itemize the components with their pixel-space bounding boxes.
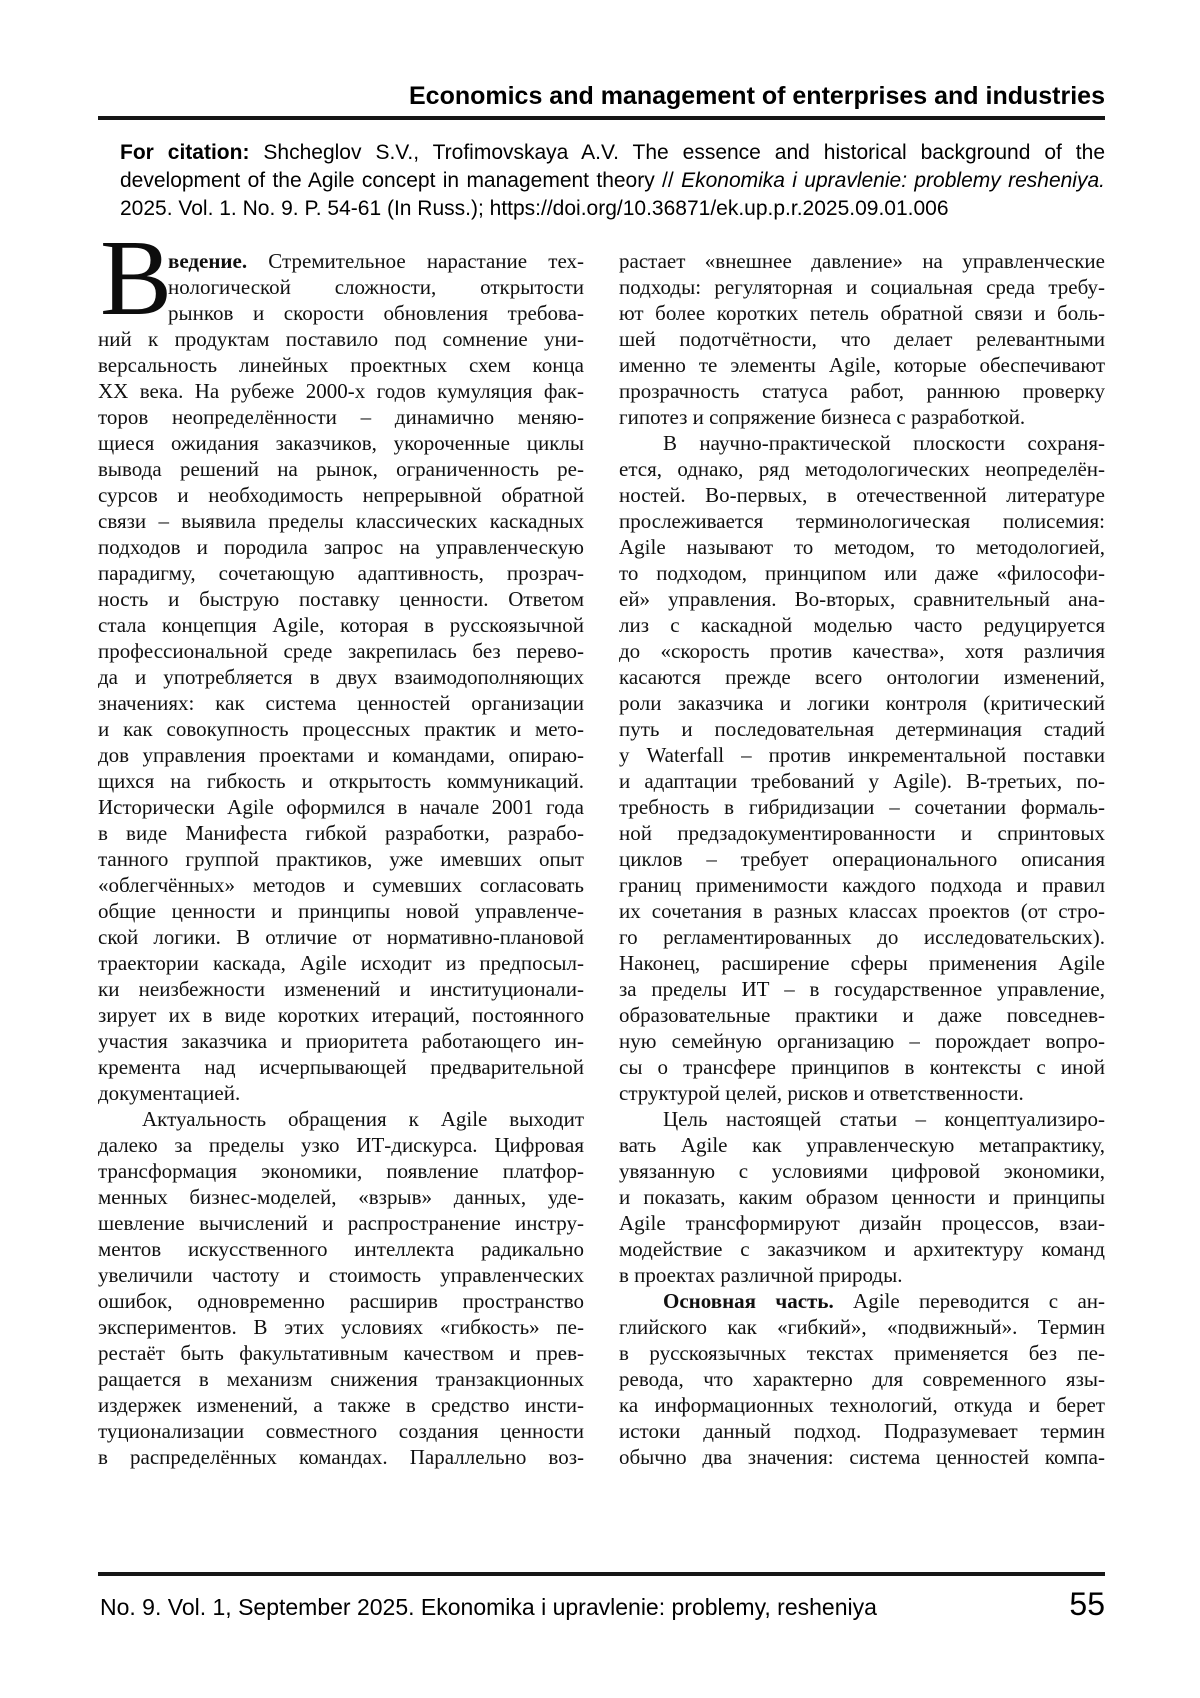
text-line: [98, 508, 584, 534]
text-line: [98, 534, 584, 560]
text-line: [98, 1028, 584, 1054]
text-segment: границ применимости каждого подхода и правил: [619, 873, 1105, 897]
text-line: [98, 1340, 584, 1366]
left-column: [98, 219, 584, 1470]
text-line: [98, 1288, 584, 1314]
text-segment: го регламентированных до исследовательских).: [619, 925, 1105, 949]
text-segment: далеко за пределы узко ИТ-дискурса. Цифровая: [98, 1133, 584, 1157]
text-line: [98, 1366, 584, 1392]
section-lead: Основная часть.: [663, 1289, 834, 1313]
text-segment: менных бизнес-моделей, «взрыв» данных, уде-: [98, 1185, 584, 1209]
text-line: [619, 690, 1105, 716]
text-segment: туционализации совместного создания ценности: [98, 1419, 584, 1443]
text-segment: гипотез и сопряжение бизнеса с разработкой.: [619, 405, 1026, 429]
text-line: [98, 664, 584, 690]
text-segment: шей подотчётности, что делает релевантными: [619, 327, 1105, 351]
text-segment: кремента над исчерпывающей предварительной: [98, 1055, 584, 1079]
text-segment: ностей. Во-первых, в отечественной литературе: [619, 483, 1105, 507]
text-segment: ется, однако, ряд методологических неопределён-: [619, 457, 1105, 481]
text-line: [619, 742, 1105, 768]
text-line: [619, 716, 1105, 742]
text-segment: путь и последовательная детерминация стадий: [619, 717, 1105, 741]
text-line: [619, 1054, 1105, 1080]
text-line: [619, 456, 1105, 482]
text-line: [98, 716, 584, 742]
text-segment: связи – выявила пределы классических каскадных: [98, 509, 584, 533]
text-line: [619, 1340, 1105, 1366]
footer-rule: [98, 1572, 1105, 1576]
footer-journal-info: No. 9. Vol. 1, September 2025. Ekonomika i upravlenie: problemy, resheniya: [100, 1594, 877, 1620]
text-segment: ют более коротких петель обратной связи и боль-: [619, 301, 1105, 325]
right-column: [619, 248, 1105, 1470]
text-line: [98, 898, 584, 924]
text-line: [619, 1080, 1105, 1106]
text-line: [619, 1288, 1105, 1314]
dropcap-letter: В: [100, 219, 173, 338]
text-line: [619, 1314, 1105, 1340]
text-line: [619, 638, 1105, 664]
text-segment: ность и быструю поставку ценности. Ответом: [98, 587, 584, 611]
text-segment: подходов и породила запрос на управленческую: [98, 535, 584, 559]
text-line: [619, 1418, 1105, 1444]
text-line: [98, 378, 584, 404]
text-segment: щихся на гибкость и открытость коммуникаций.: [98, 769, 584, 793]
text-segment: именно те элементы Agile, которые обеспечивают: [619, 353, 1105, 377]
text-segment: development of the Agile concept in management theory //: [120, 169, 682, 192]
text-line: [98, 690, 584, 716]
text-segment: в распределённых командах. Параллельно воз-: [98, 1445, 584, 1469]
text-line: [98, 1236, 584, 1262]
text-segment: да и употребляется в двух взаимодополняющих: [98, 665, 584, 689]
citation-block: [120, 139, 1105, 223]
text-line: [98, 1158, 584, 1184]
text-line: [98, 352, 584, 378]
text-segment: ную семейную организацию – порождает вопро-: [619, 1029, 1105, 1053]
text-line: [619, 274, 1105, 300]
text-segment: рынков и скорости обновления требова-: [168, 301, 584, 325]
text-line: [98, 404, 584, 430]
text-segment: ращается в механизм снижения транзакционных: [98, 1367, 584, 1391]
text-segment: обычно два значения: система ценностей компа-: [619, 1445, 1105, 1469]
text-segment: то подходом, принципом или даже «философи-: [619, 561, 1105, 585]
text-segment: и показать, каким образом ценности и принципы: [619, 1185, 1105, 1209]
text-segment: В научно-практической плоскости сохраня-: [663, 431, 1105, 455]
text-segment: в русскоязычных текстах применяется без пе-: [619, 1341, 1105, 1365]
text-segment: в проектах различной природы.: [619, 1263, 903, 1287]
text-line: [98, 742, 584, 768]
text-line: [120, 167, 1105, 195]
text-line: [619, 898, 1105, 924]
text-segment: участия заказчика и приоритета работающего ин-: [98, 1029, 584, 1053]
text-line: [98, 1132, 584, 1158]
text-segment: сы о трансфере принципов в контексты с иной: [619, 1055, 1105, 1079]
text-segment: ний к продуктам поставило под сомнение уни-: [98, 327, 584, 351]
text-line: [98, 872, 584, 898]
text-line: [98, 1210, 584, 1236]
text-line: [98, 1262, 584, 1288]
text-segment: глийского как «гибкий», «подвижный». Термин: [619, 1315, 1105, 1339]
text-line: [98, 1314, 584, 1340]
text-line: [619, 560, 1105, 586]
text-segment: нологической сложности, открытости: [168, 275, 584, 299]
text-line: [619, 1132, 1105, 1158]
text-segment: у Waterfall – против инкрементальной поставки: [619, 743, 1105, 767]
text-segment: вывода решений на рынок, ограниченность ре-: [98, 457, 584, 481]
text-line: [619, 326, 1105, 352]
text-segment: значениях: как система ценностей организации: [98, 691, 584, 715]
text-segment: касаются прежде всего онтологии изменений,: [619, 665, 1105, 689]
text-line: [98, 456, 584, 482]
text-segment: XX века. На рубеже 2000-х годов кумуляция фак-: [98, 379, 584, 403]
text-segment: ской логики. В отличие от нормативно-плановой: [98, 925, 584, 949]
text-segment: Shcheglov S.V., Trofimovskaya A.V. The essence and historical background of the: [249, 141, 1105, 164]
text-line: [619, 1236, 1105, 1262]
text-line: [619, 1392, 1105, 1418]
text-segment: общие ценности и принципы новой управленче-: [98, 899, 584, 923]
text-segment: истоки данный подход. Подразумевает термин: [619, 1419, 1105, 1443]
text-segment: и как совокупность процессных практик и мето-: [98, 717, 584, 741]
text-segment: в виде Манифеста гибкой разработки, разрабо-: [98, 821, 584, 845]
text-line: [120, 139, 1105, 167]
text-line: [619, 820, 1105, 846]
text-line: [619, 794, 1105, 820]
text-segment: Актуальность обращения к Agile выходит: [142, 1107, 584, 1131]
text-line: [619, 1444, 1105, 1470]
text-segment: дов управления проектами и командами, опираю-: [98, 743, 584, 767]
text-segment: ей» управления. Во-вторых, сравнительный ана-: [619, 587, 1105, 611]
text-segment: шевление вычислений и распространение инстру-: [98, 1211, 584, 1235]
text-line: [98, 768, 584, 794]
text-segment: за пределы ИТ – в государственное управление,: [619, 977, 1105, 1001]
text-segment: ной предзадокументированности и спринтовых: [619, 821, 1105, 845]
text-segment: ка информационных технологий, откуда и берет: [619, 1393, 1105, 1417]
text-line: [619, 586, 1105, 612]
text-line: [619, 248, 1105, 274]
text-line: [98, 1080, 584, 1106]
text-segment: Agile называют то методом, то методологией,: [619, 535, 1105, 559]
text-segment: экспериментов. В этих условиях «гибкость» пе-: [98, 1315, 584, 1339]
text-segment: роли заказчика и логики контроля (критический: [619, 691, 1105, 715]
text-line: [619, 924, 1105, 950]
text-segment: Исторически Agile оформился в начале 2001 года: [98, 795, 584, 819]
text-line: [98, 820, 584, 846]
text-line: [619, 352, 1105, 378]
text-line: [98, 1184, 584, 1210]
text-line: [98, 638, 584, 664]
journal-title-italic: Ekonomika i upravlenie: problemy resheniya.: [681, 169, 1105, 192]
text-line: [619, 1002, 1105, 1028]
text-segment: издержек изменений, а также в средство инсти-: [98, 1393, 584, 1417]
text-segment: требность в гибридизации – сочетании формаль-: [619, 795, 1105, 819]
text-segment: Цель настоящей статьи – концептуализиро-: [663, 1107, 1105, 1131]
text-segment: их сочетания в разных классах проектов (от стро-: [619, 899, 1105, 923]
text-segment: ки неизбежности изменений и институционали-: [98, 977, 584, 1001]
text-line: [619, 404, 1105, 430]
text-segment: ошибок, одновременно расширив пространство: [98, 1289, 584, 1313]
text-segment: Agile переводится с ан-: [833, 1289, 1105, 1313]
text-segment: образовательные практики и даже повседнев-: [619, 1003, 1105, 1027]
text-line: [98, 430, 584, 456]
text-segment: танного группой практиков, уже имевших опыт: [98, 847, 584, 871]
text-segment: версальность линейных проектных схем конца: [98, 353, 584, 377]
text-segment: вать Agile как управленческую метапрактику,: [619, 1133, 1105, 1157]
text-line: [619, 1184, 1105, 1210]
text-segment: щиеся ожидания заказчиков, укороченные циклы: [98, 431, 584, 455]
text-line: [619, 534, 1105, 560]
text-line: [619, 950, 1105, 976]
text-line: [619, 1028, 1105, 1054]
running-head: Economics and management of enterprises and industries: [408, 82, 1105, 110]
text-line: [98, 846, 584, 872]
text-line: [98, 482, 584, 508]
text-line: [98, 612, 584, 638]
text-line: [120, 195, 1105, 223]
text-line: [98, 1106, 584, 1132]
text-segment: профессиональной среде закрепилась без перево-: [98, 639, 584, 663]
text-line: [619, 1366, 1105, 1392]
text-line: [619, 300, 1105, 326]
doi-link[interactable]: https://doi.org/10.36871/ek.up.p.r.2025.09.01.006: [489, 197, 949, 220]
text-line: [619, 1210, 1105, 1236]
text-line: [98, 794, 584, 820]
text-line: [619, 846, 1105, 872]
text-segment: циклов – требует операционального описания: [619, 847, 1105, 871]
text-segment: структурой целей, рисков и ответственности.: [619, 1081, 1024, 1105]
text-segment: зирует их в виде коротких итераций, постоянного: [98, 1003, 584, 1027]
text-line: [98, 1392, 584, 1418]
text-line: [98, 924, 584, 950]
section-lead: ведение.: [168, 249, 248, 273]
page-number: 55: [1069, 1586, 1105, 1622]
header-rule: [98, 116, 1105, 120]
text-segment: парадигму, сочетающую адаптивность, прозрач-: [98, 561, 584, 585]
text-segment: увязанную с условиями цифровой экономики,: [619, 1159, 1105, 1183]
text-segment: модействие с заказчиком и архитектуру команд: [619, 1237, 1105, 1261]
text-segment: увеличили частоту и стоимость управленческих: [98, 1263, 584, 1287]
text-segment: прозрачность статуса работ, раннюю проверку: [619, 379, 1105, 403]
text-segment: Agile трансформируют дизайн процессов, взаи-: [619, 1211, 1105, 1235]
text-line: [98, 950, 584, 976]
text-line: [98, 1444, 584, 1470]
text-segment: траектории каскада, Agile исходит из предпосыл-: [98, 951, 584, 975]
text-line: [619, 768, 1105, 794]
text-line: [98, 1002, 584, 1028]
text-line: [619, 612, 1105, 638]
text-segment: трансформация экономики, появление платфор-: [98, 1159, 584, 1183]
text-segment: Наконец, расширение сферы применения Agile: [619, 951, 1105, 975]
text-line: [98, 1418, 584, 1444]
text-line: [98, 976, 584, 1002]
text-line: [619, 378, 1105, 404]
text-segment: стала концепция Agile, которая в русскоязычной: [98, 613, 584, 637]
text-segment: ментов искусственного интеллекта радикально: [98, 1237, 584, 1261]
text-segment: подходы: регуляторная и социальная среда требу-: [619, 275, 1105, 299]
text-segment: ревода, что характерно для современного язы-: [619, 1367, 1105, 1391]
text-line: [98, 560, 584, 586]
text-line: [98, 1054, 584, 1080]
text-segment: документацией.: [98, 1081, 241, 1105]
text-line: [619, 1158, 1105, 1184]
text-segment: торов неопределённости – динамично меняю-: [98, 405, 584, 429]
text-line: [619, 482, 1105, 508]
text-segment: прослеживается терминологическая полисемия:: [619, 509, 1105, 533]
text-segment: растает «внешнее давление» на управленческие: [619, 249, 1105, 273]
text-segment: 2025. Vol. 1. No. 9. P. 54-61 (In Russ.);: [120, 197, 490, 220]
text-segment: до «скорость против качества», хотя различия: [619, 639, 1105, 663]
text-segment: Стремительное нарастание тех-: [247, 249, 584, 273]
text-line: [619, 430, 1105, 456]
text-line: [619, 976, 1105, 1002]
text-segment: сурсов и необходимость непрерывной обратной: [98, 483, 584, 507]
citation-label: For citation:: [120, 141, 250, 164]
text-segment: «облегчённых» методов и сумевших согласовать: [98, 873, 584, 897]
text-segment: рестаёт быть факультативным качеством и прев-: [98, 1341, 584, 1365]
text-line: [619, 872, 1105, 898]
text-segment: и адаптации требований у Agile). В-третьих, по-: [619, 769, 1105, 793]
text-line: [619, 508, 1105, 534]
text-line: [98, 586, 584, 612]
text-line: [619, 664, 1105, 690]
text-line: [619, 1106, 1105, 1132]
text-line: [619, 1262, 1105, 1288]
text-segment: лиз с каскадной моделью часто редуцируется: [619, 613, 1105, 637]
